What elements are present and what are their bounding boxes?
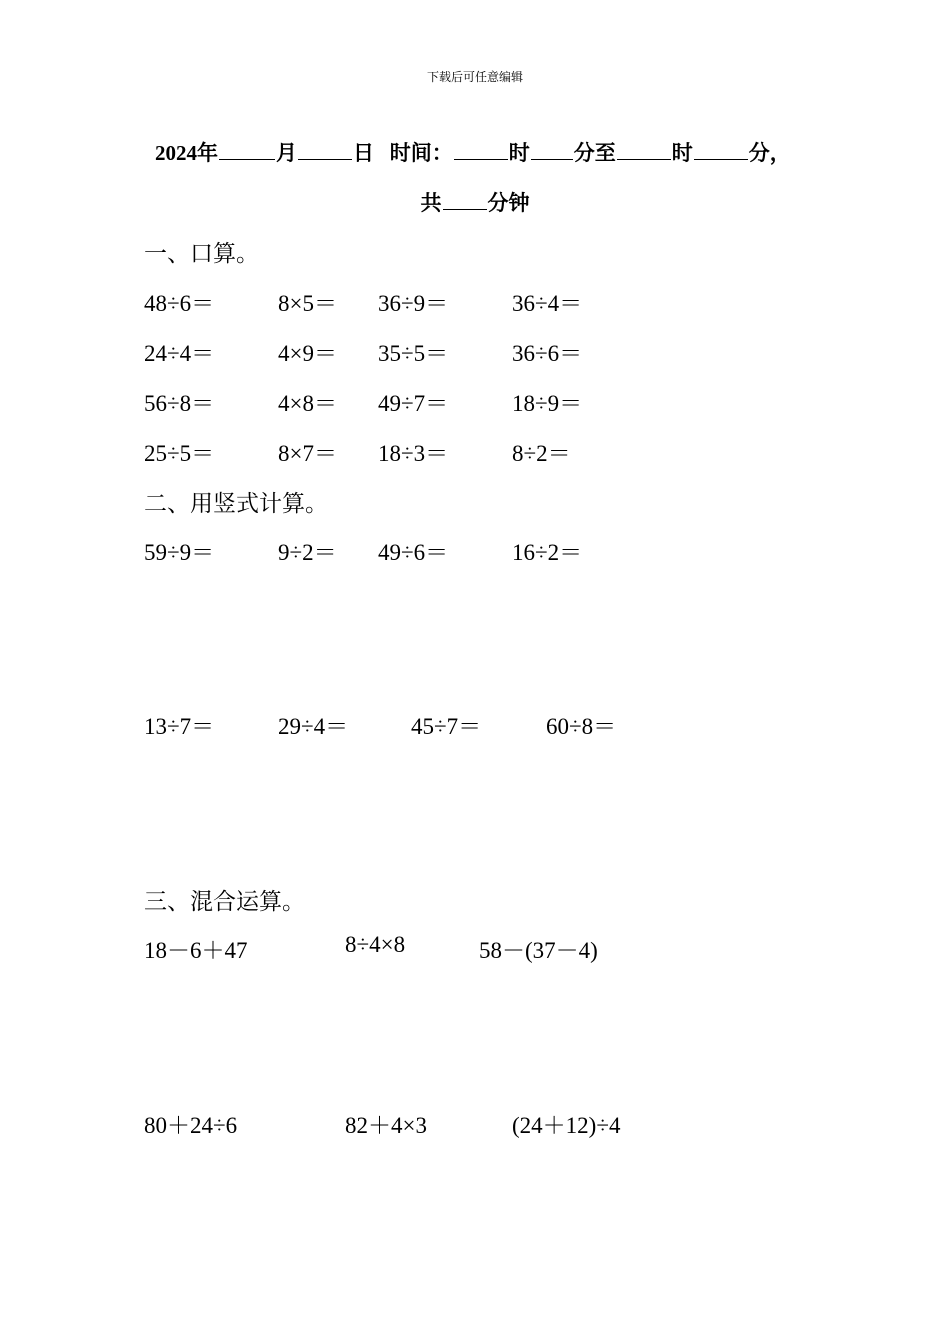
problem-item: (24＋12)÷4 bbox=[512, 1113, 621, 1138]
problem-item: 49÷6＝ bbox=[378, 540, 449, 565]
section-vertical-title: 二、用竖式计算。 bbox=[144, 491, 328, 516]
header-note: 下载后可任意编辑 bbox=[426, 70, 523, 84]
start-minute-label: 分至 bbox=[573, 141, 616, 165]
month-blank[interactable] bbox=[219, 141, 275, 160]
month-label: 月 bbox=[276, 141, 297, 165]
problem-item: 9÷2＝ bbox=[278, 540, 337, 565]
problem-item: 29÷4＝ bbox=[278, 714, 349, 739]
end-minute-blank[interactable] bbox=[694, 141, 748, 160]
section-oral-title: 一、口算。 bbox=[144, 241, 259, 266]
time-label: 时间： bbox=[389, 141, 453, 165]
section-mixed-title: 三、混合运算。 bbox=[144, 889, 305, 914]
problem-item: 49÷7＝ bbox=[378, 391, 449, 416]
problem-item: 24÷4＝ bbox=[144, 341, 215, 366]
problem-item: 18－6＋47 bbox=[144, 938, 248, 963]
problem-item: 45÷7＝ bbox=[411, 714, 482, 739]
start-hour-blank[interactable] bbox=[454, 141, 508, 160]
problem-item: 35÷5＝ bbox=[378, 341, 449, 366]
end-hour-label: 时 bbox=[671, 141, 693, 165]
problem-item: 56÷8＝ bbox=[144, 391, 215, 416]
end-minute-label: 分， bbox=[748, 141, 791, 165]
year-label: 2024年 bbox=[155, 141, 218, 165]
start-hour-label: 时 bbox=[508, 141, 530, 165]
problem-item: 82＋4×3 bbox=[345, 1113, 427, 1138]
problem-item: 18÷3＝ bbox=[378, 441, 449, 466]
problem-item: 60÷8＝ bbox=[546, 714, 617, 739]
date-time-line bbox=[155, 137, 791, 167]
problem-item: 8×7＝ bbox=[278, 441, 337, 466]
total-suffix: 分钟 bbox=[487, 191, 530, 215]
problem-item: 4×9＝ bbox=[278, 341, 337, 366]
problem-item: 8÷2＝ bbox=[512, 441, 571, 466]
problem-item: 25÷5＝ bbox=[144, 441, 215, 466]
end-hour-blank[interactable] bbox=[617, 141, 671, 160]
problem-item: 48÷6＝ bbox=[144, 291, 215, 316]
problem-item: 13÷7＝ bbox=[144, 714, 215, 739]
start-minute-blank[interactable] bbox=[531, 141, 573, 160]
problem-item: 8×5＝ bbox=[278, 291, 337, 316]
problem-item: 16÷2＝ bbox=[512, 540, 583, 565]
problem-item: 36÷4＝ bbox=[512, 291, 583, 316]
problem-item: 18÷9＝ bbox=[512, 391, 583, 416]
problem-item: 58－(37－4) bbox=[479, 938, 598, 963]
total-minutes-blank[interactable] bbox=[443, 191, 487, 210]
problem-item: 36÷6＝ bbox=[512, 341, 583, 366]
problem-item: 4×8＝ bbox=[278, 391, 337, 416]
problem-item: 80＋24÷6 bbox=[144, 1113, 238, 1138]
day-blank[interactable] bbox=[298, 141, 352, 160]
total-prefix: 共 bbox=[420, 191, 442, 215]
day-label: 日 bbox=[353, 141, 374, 165]
problem-item: 36÷9＝ bbox=[378, 291, 449, 316]
problem-item: 59÷9＝ bbox=[144, 540, 215, 565]
total-time-line bbox=[0, 187, 950, 217]
problem-item: 8÷4×8 bbox=[345, 932, 406, 957]
